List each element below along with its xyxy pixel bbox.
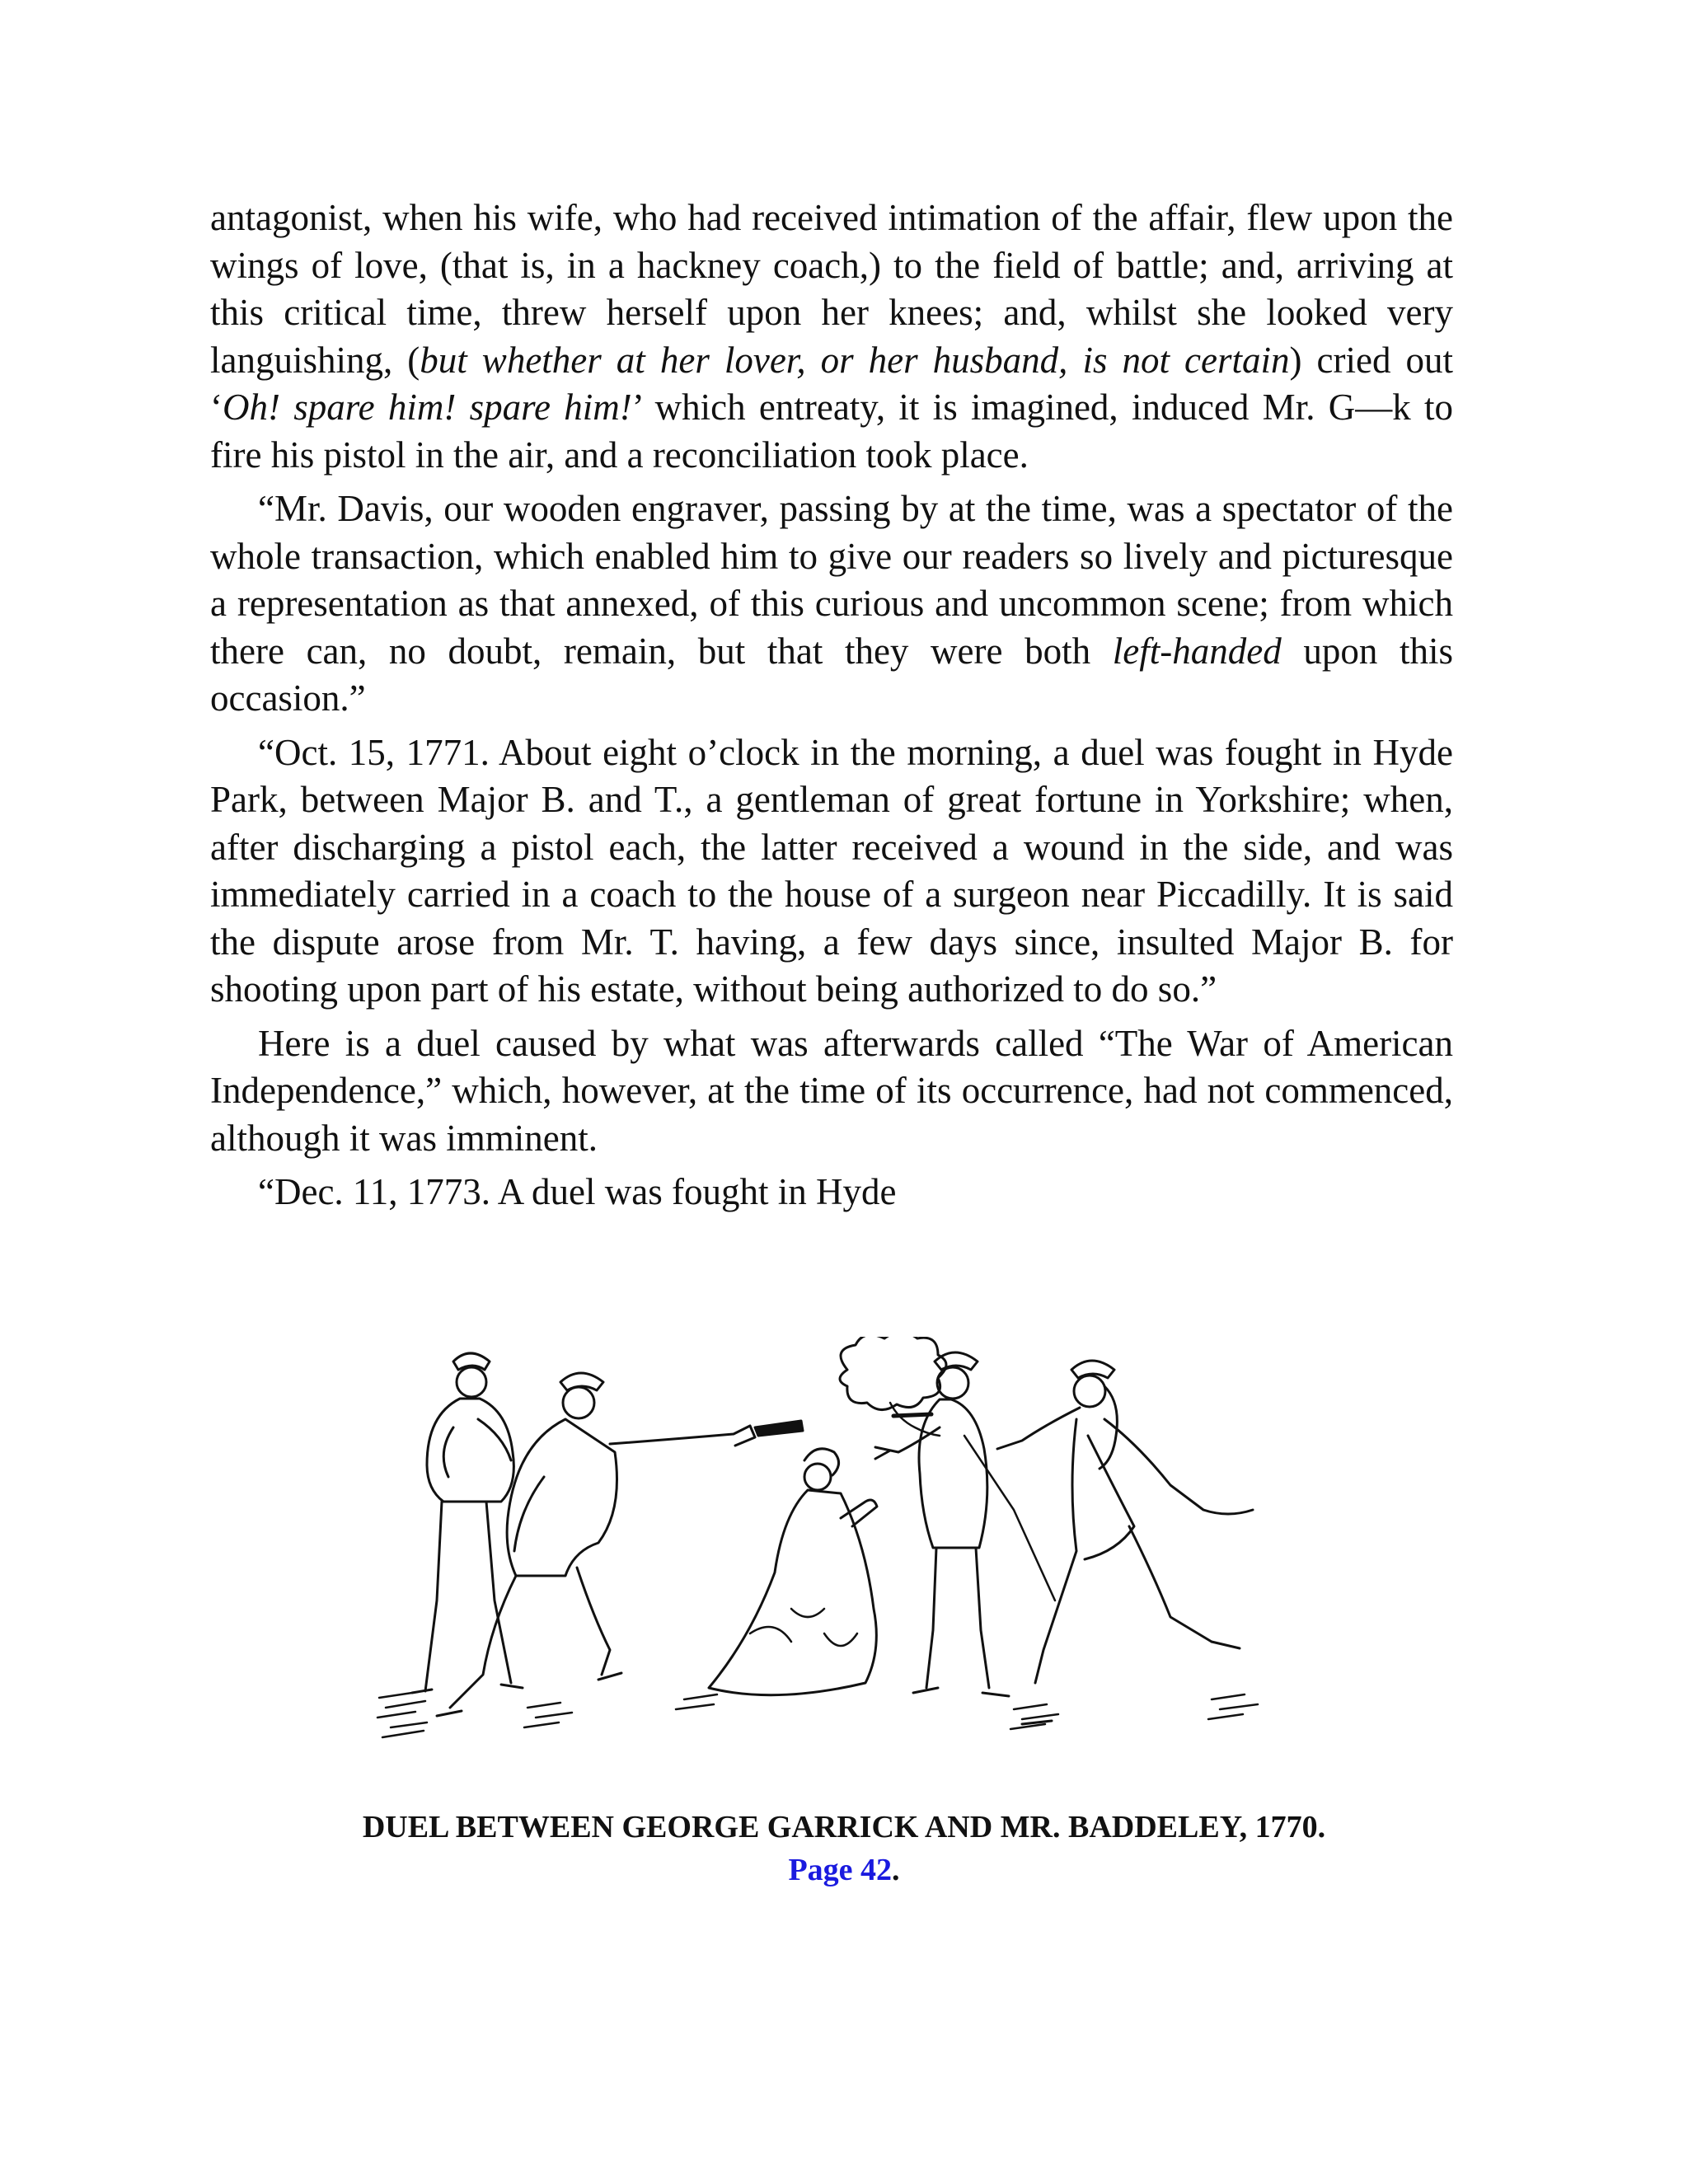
page-reference: [0, 1849, 1688, 1891]
figure-caption: DUEL BETWEEN GEORGE GARRICK AND MR. BADDELEY, 1770.: [362, 1810, 1326, 1844]
text-run: ’ which entreaty, it is imagined, induced Mr. G—k to fire his pistol in the air, and a reconciliation took place.: [210, 387, 1453, 476]
italic-run: left-handed: [1112, 630, 1282, 672]
bystander-figure: [412, 1353, 523, 1693]
paragraph: Here is a duel caused by what was afterwards called “The War of American Independence,” which, however, at the time of its occurrence, had not commenced, although it was imminent.: [210, 1022, 1453, 1159]
text-run: antagonist, when his wife, who had received intimation of the affair, flew upon the wings of love, (that is, in a hackney coach,) to the field of battle; and, arriving at this critical time, threw herself upon her knees; and, whilst she looked very languishing, (: [210, 197, 1453, 381]
kneeling-woman: [709, 1449, 877, 1695]
italic-run: but whether at her lover, or her husband, is not certain: [420, 339, 1290, 381]
paragraph: [210, 485, 1453, 723]
duel-engraving: [363, 1337, 1327, 1782]
second-figure: [997, 1361, 1253, 1724]
text-run: ) cried out ‘: [210, 339, 1453, 428]
dueling-man-right: [875, 1352, 1055, 1696]
italic-run: Oh! spare him! spare him!: [223, 387, 632, 428]
paragraph: “Oct. 15, 1771. About eight o’clock in the morning, a duel was fought in Hyde Park, between Major B. and T., a gentleman of great fortune in Yorkshire; when, after discharging a pistol each, the latter received a wound in the side, and was immediately carried in a coach to the house of a surgeon near Piccadilly. It is said the dispute arose from Mr. T. having, a few days since, insulted Major B. for shooting upon part of his estate, without being authorized to do so.”: [210, 731, 1453, 1010]
paragraph: “Dec. 11, 1773. A duel was fought in Hyde: [258, 1171, 897, 1212]
page-link[interactable]: Page 42: [788, 1853, 893, 1887]
text-run: “Mr. Davis, our wooden engraver, passing by at the time, was a spectator of the whole transaction, which enabled him to give our readers so lively and picturesque a representation as that annexed, of this curious and uncommon scene; from which there can, no doubt, remain, but that they were both: [210, 488, 1453, 672]
page-link-suffix: .: [892, 1853, 900, 1887]
ground-hatching: [377, 1693, 1258, 1737]
dueling-man-left: [437, 1373, 803, 1716]
body-text: [210, 194, 1453, 1216]
smoke-cloud: [840, 1337, 946, 1410]
text-run: upon this occasion.”: [210, 630, 1453, 719]
paragraph: [210, 194, 1453, 479]
